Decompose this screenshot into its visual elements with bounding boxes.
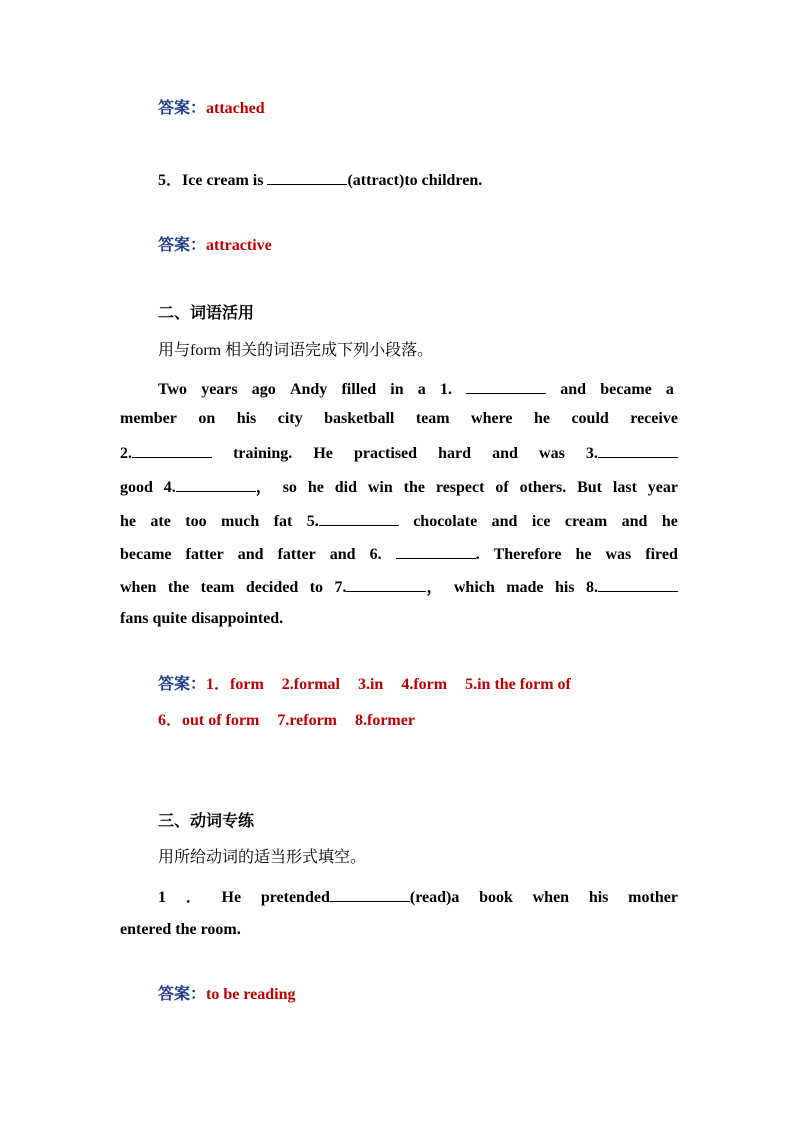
word: team — [415, 410, 450, 427]
word: 1 — [158, 889, 166, 906]
word: he — [575, 546, 592, 563]
word: on — [198, 410, 216, 427]
answer-item: 3.in — [357, 676, 384, 693]
word: in — [390, 381, 404, 398]
word: the — [167, 579, 190, 596]
word: to — [309, 579, 324, 596]
word: He — [221, 889, 242, 906]
fill-blank[interactable] — [598, 441, 678, 458]
answer-item: 4.form — [401, 676, 448, 693]
section-2-instruction: 用与form 相关的词语完成下列小段落。 — [158, 342, 434, 359]
word: fatter — [185, 546, 224, 563]
word: so — [282, 479, 297, 496]
word: training. — [233, 445, 293, 462]
word: and — [237, 546, 264, 563]
word: 4. ， — [164, 475, 272, 498]
question-text-before: Ice cream is — [182, 172, 268, 189]
word: 7. ， — [334, 575, 442, 598]
word: which — [453, 579, 495, 596]
section-2-answers-row-1 — [158, 675, 571, 695]
word: he — [661, 513, 678, 530]
word: his — [236, 410, 257, 427]
word: made — [506, 579, 544, 596]
fill-blank[interactable] — [319, 509, 399, 526]
word: ． — [185, 889, 202, 906]
word: became — [120, 546, 172, 563]
word: year — [647, 479, 678, 496]
question-number: 5． — [158, 172, 183, 189]
word: fat — [273, 513, 293, 530]
paragraph-line — [120, 441, 678, 464]
word: and — [621, 513, 648, 530]
word: too — [185, 513, 207, 530]
question-text-after: (attract)to children. — [347, 172, 483, 189]
paragraph-line — [158, 377, 674, 400]
word: did — [334, 479, 357, 496]
paragraph-line — [120, 409, 678, 429]
fill-blank[interactable] — [267, 168, 347, 185]
paragraph-last-line: fans quite disappointed. — [120, 610, 284, 627]
word: he — [307, 479, 324, 496]
word: 3. — [586, 441, 678, 464]
word: a — [417, 381, 426, 398]
answer-list — [158, 712, 415, 729]
paragraph-line — [120, 509, 678, 532]
word: became — [600, 381, 652, 398]
word: years — [201, 381, 238, 398]
answer-item: 6．out of form — [158, 712, 260, 729]
word: much — [221, 513, 260, 530]
word: and — [329, 546, 356, 563]
answer-text: attractive — [206, 237, 272, 254]
word: could — [571, 410, 609, 427]
fill-blank[interactable] — [466, 377, 546, 394]
fill-blank[interactable] — [598, 575, 678, 592]
word: 6. — [369, 546, 382, 563]
word: ate — [150, 513, 171, 530]
section-3-instruction: 用所给动词的适当形式填空。 — [158, 849, 367, 866]
word: 2. — [120, 441, 212, 464]
fill-blank[interactable] — [176, 475, 256, 492]
word: Two — [158, 381, 188, 398]
word: Therefore — [493, 546, 562, 563]
word: the — [403, 479, 425, 496]
word: basketball — [324, 410, 395, 427]
word: where — [471, 410, 513, 427]
word: 8. — [586, 575, 678, 598]
word: receive — [630, 410, 678, 427]
answer-item: 2.formal — [281, 676, 340, 693]
word: he — [120, 513, 136, 530]
paragraph-line — [120, 475, 678, 498]
paragraph-line — [120, 575, 678, 598]
answer-label: 答案： — [158, 100, 207, 117]
word: and — [491, 513, 518, 530]
word: 5. — [307, 509, 399, 532]
section-2-title: 二、词语活用 — [158, 305, 255, 322]
word: others. — [519, 479, 567, 496]
answer-item: 7.reform — [277, 712, 337, 729]
question-5 — [158, 168, 482, 191]
answer-label: 答案： — [158, 986, 207, 1003]
word: practised — [353, 445, 418, 462]
answer-item: 5.in the form of — [465, 676, 571, 693]
word: ice — [531, 513, 551, 530]
word: hard — [438, 445, 472, 462]
section-3-question-1-end: entered the room. — [120, 921, 241, 938]
word: decided — [245, 579, 299, 596]
word: win — [367, 479, 393, 496]
answer-label: 答案： — [158, 237, 207, 254]
word: a — [665, 381, 674, 398]
word: 1. — [439, 381, 452, 398]
answer-item: 8.former — [355, 712, 415, 729]
section-3-answer-1 — [158, 985, 296, 1005]
word: Andy — [289, 381, 328, 398]
answer-list — [206, 676, 571, 693]
word: his — [588, 889, 609, 906]
word: chocolate — [413, 513, 478, 530]
paragraph-line — [120, 542, 678, 565]
word: respect — [435, 479, 485, 496]
word: his — [554, 579, 575, 596]
word: when — [532, 889, 570, 906]
word: good — [120, 479, 153, 496]
answer-item: 1．form — [206, 676, 264, 693]
section-3-question-1 — [158, 885, 678, 908]
word: ago — [251, 381, 276, 398]
answer-row-5 — [158, 236, 272, 256]
word: he — [533, 410, 550, 427]
answer-row-4 — [158, 99, 265, 119]
word: city — [277, 410, 303, 427]
section-3-title: 三、动词专练 — [158, 813, 255, 830]
word: and — [560, 381, 587, 398]
word: book — [479, 889, 513, 906]
word: and — [492, 445, 518, 462]
fill-blank[interactable] — [330, 885, 410, 902]
word: member — [120, 410, 177, 427]
answer-label: 答案： — [158, 676, 207, 693]
word — [466, 377, 546, 400]
word: . — [396, 542, 480, 565]
fill-blank[interactable] — [396, 542, 476, 559]
word: of — [495, 479, 509, 496]
word: He — [313, 445, 333, 462]
answer-text: attached — [206, 100, 265, 117]
word: team — [200, 579, 235, 596]
word: was — [605, 546, 632, 563]
word: But — [577, 479, 603, 496]
word: last — [612, 479, 637, 496]
answer-text: to be reading — [206, 986, 296, 1003]
word: cream — [564, 513, 608, 530]
word: was — [539, 445, 565, 462]
word: mother — [628, 889, 678, 906]
word: fatter — [277, 546, 316, 563]
word: when — [120, 579, 157, 596]
word: filled — [341, 381, 377, 398]
word: fired — [645, 546, 678, 563]
fill-blank[interactable] — [132, 441, 212, 458]
fill-blank[interactable] — [346, 575, 426, 592]
word: pretended (read)a — [261, 885, 460, 908]
section-2-answers-row-2 — [158, 711, 415, 731]
